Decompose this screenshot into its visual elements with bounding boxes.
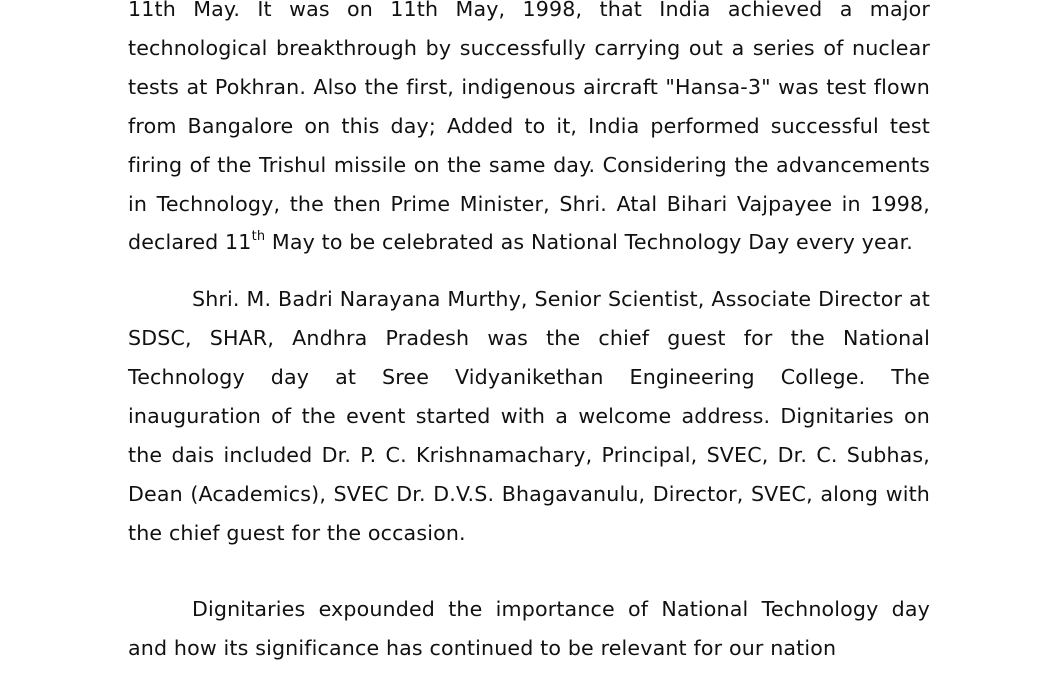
paragraph-chief-guest: Shri. M. Badri Narayana Murthy, Senior Scientist, Associate Director at SDSC, SHAR, Andhra Pradesh was the chief guest for the National Technology day at Sree Vidyanikethan Engineering College. The inauguration of the event started with a welcome address. Dignitaries on the dais included Dr. P. C. Krishnamachary, Principal, SVEC, Dr. C. Subhas, Dean (Academics), SVEC Dr. D.V.S. Bhagavanulu, Director, SVEC, along with the chief guest for the occasion. — [128, 287, 930, 545]
paragraph-text: 11th May. It was on 11th May, 1998, that India achieved a major technological breakthrough by successfully carrying out a series of nuclear tests at Pokhran. Also the first, indigenous aircraft "Hansa-3" was test flown from Bangalore on this day; Added to it, India performed successful test firing of the Trishul missile on the same day. Considering the advancements in Technology, the then Prime Minister, Shri. Atal Bihari Vajpayee in 1998, declared 11 — [128, 0, 930, 255]
paragraph-technology-day-history — [128, 0, 930, 262]
ordinal-superscript: th — [251, 229, 266, 245]
document-body — [128, 0, 930, 668]
paragraph-dignitaries: Dignitaries expounded the importance of National Technology day and how its significance has continued to be relevant for our nation — [128, 596, 930, 660]
paragraph-text-continued: May to be celebrated as National Technology Day every year. — [265, 230, 913, 255]
